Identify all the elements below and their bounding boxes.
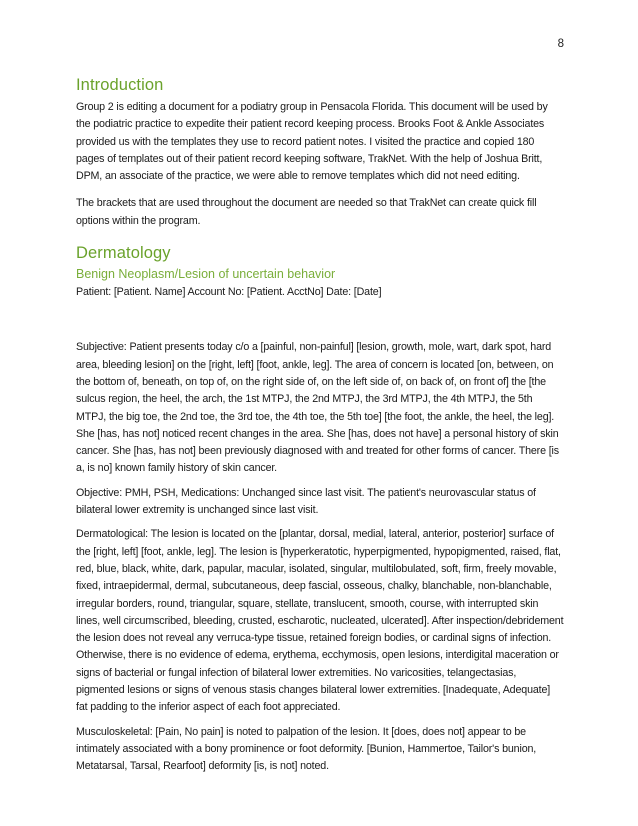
page-content xyxy=(76,76,564,776)
dermatological-paragraph: Dermatological: The lesion is located on the [plantar, dorsal, medial, lateral, anterior, posterior] surface of the [right, left] [foot, ankle, leg]. The lesion is [hyperkeratotic, hyperpigmented, hypopigmented, raised, flat, red, blue, black, white, dark, papular, macular, isolated, singular, multilobulated, soft, firm, freely movable, fixed, intraepidermal, dermal, subcutaneous, deep fascial, osseous, chalky, blanchable, non-blanchable, irregular borders, round, triangular, square, stellate, translucent, smooth, course, with interrupted skin lines, well circumscribed, bleeding, crusted, escharotic, nucleated, ulcerated]. After inspection/debridement the lesion does not reveal any verruca-type tissue, retained foreign bodies, or cardinal signs of infection. Otherwise, there is no evidence of edema, erythema, ecchymosis, open lesions, interdigital maceration or signs of bacterial or fungal infection of bilateral lower extremities. No varicosities, telangectasias, pigmented lesions or signs of venous stasis changes bilateral lower extremities. [Inadequate, Adequate] fat padding to the inferior aspect of each foot appreciated. xyxy=(76,528,564,714)
patient-line: Patient: [Patient. Name] Account No: [Patient. AcctNo] Date: [Date] xyxy=(76,286,382,299)
introduction-paragraph-1: Group 2 is editing a document for a podiatry group in Pensacola Florida. This document will be used by the podiatric practice to expedite their patient record keeping process. Brooks Foot & Ankle Associates provided us with the templates they use to record patient notes. I visited the practice and copied 180 pages of templates out of their patient record keeping software, TrakNet. With the help of Joshua Britt, DPM, an associate of the practice, we were able to remove templates which did not need editing. xyxy=(76,101,548,183)
dermatology-heading: Dermatology xyxy=(76,244,171,263)
subjective-paragraph: Subjective: Patient presents today c/o a [painful, non-painful] [lesion, growth, mole, wart, dark spot, hard area, bleeding lesion] on the [right, left] [foot, ankle, leg]. The area of concern is located [on, between, on the bottom of, beneath, on top of, on the right side of, on the left side of, on back of, on front of] the [the sulcus region, the heel, the arch, the 1st MTPJ, the 2nd MTPJ, the 3rd MTPJ, the 4th MTPJ, the 5th MTPJ, the big toe, the 2nd toe, the 3rd toe, the 4th toe, the 5th toe] [the foot, the ankle, the heel, the leg]. She [has, has not] noticed recent changes in the area. She [has, does not have] a personal history of skin cancer. She [has, has not] been previously diagnosed with and treated for other forms of cancer. There [is a, is no] known family history of skin cancer. xyxy=(76,341,559,475)
introduction-paragraph-2: The brackets that are used throughout the document are needed so that TrakNet can create quick fill options within the program. xyxy=(76,197,537,227)
objective-paragraph: Objective: PMH, PSH, Medications: Unchanged since last visit. The patient's neurovascular status of bilateral lower extremity is unchanged since last visit. xyxy=(76,486,536,517)
benign-neoplasm-subheading: Benign Neoplasm/Lesion of uncertain behavior xyxy=(76,267,336,282)
page-number: 8 xyxy=(557,38,564,50)
introduction-heading: Introduction xyxy=(76,76,164,94)
musculoskeletal-paragraph: Musculoskeletal: [Pain, No pain] is noted to palpation of the lesion. It [does, does not] appear to be intimately associated with a bony prominence or foot deformity. [Bunion, Hammertoe, Tailor's bunion, Metatarsal, Tarsal, Rearfoot] deformity [is, is not] noted. xyxy=(76,725,537,773)
